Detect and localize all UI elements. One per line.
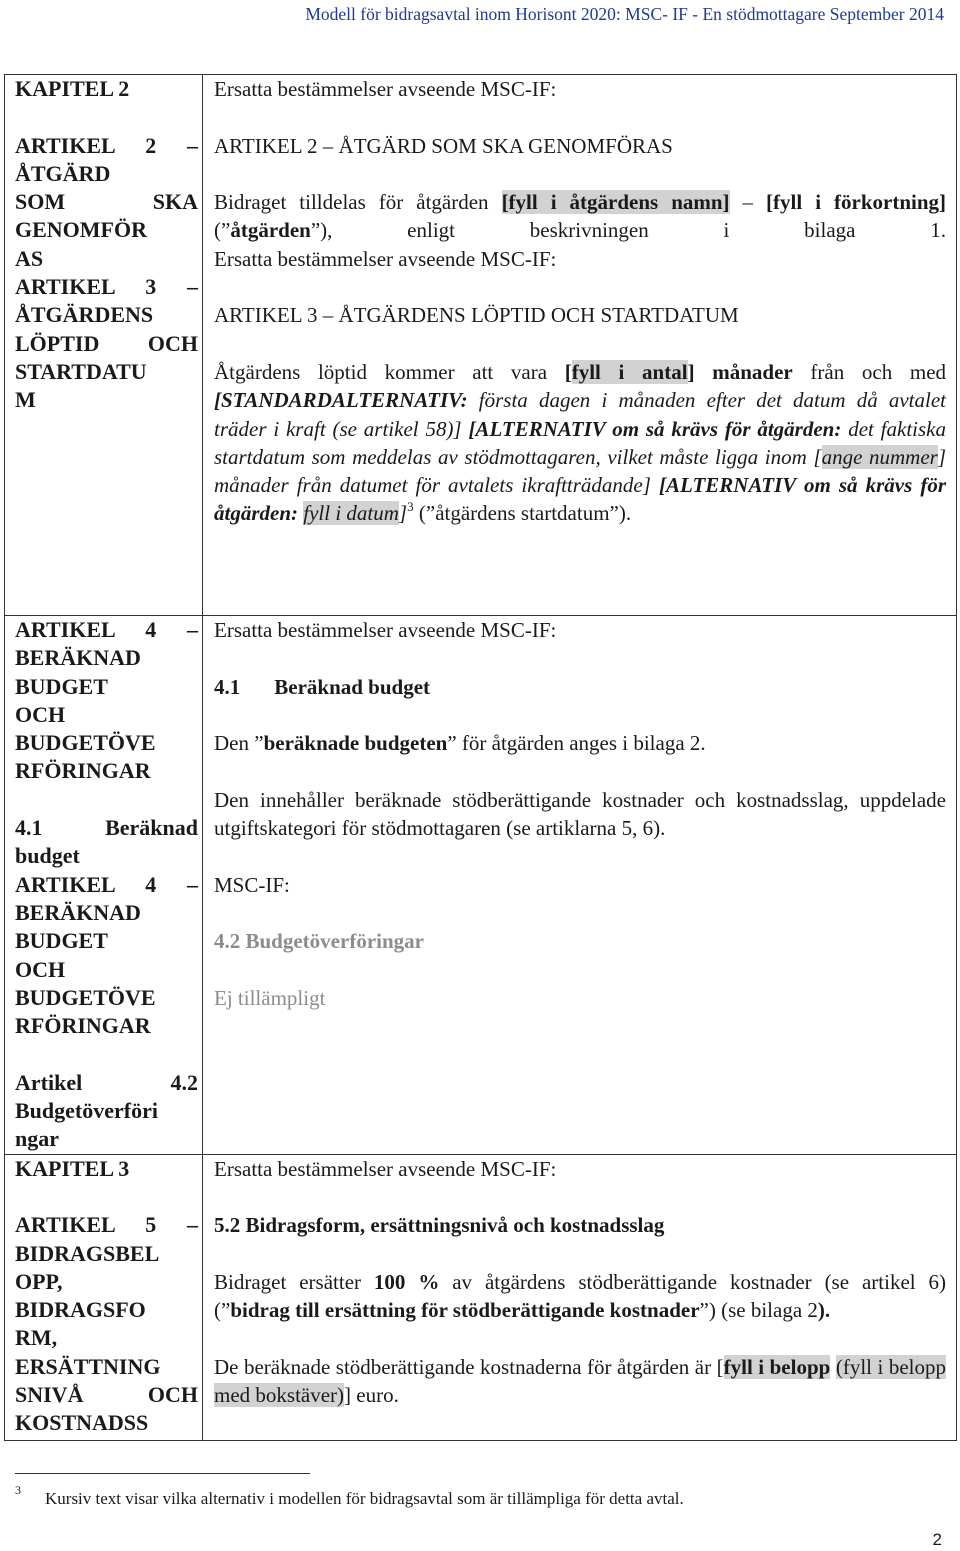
- article-paragraph: De beräknade stödberättigande kostnaderna för åtgärden är [fyll i belopp (fyll i belopp med bokstäver)] euro.: [214, 1354, 946, 1408]
- section-label: 4.1 Beräknad: [15, 815, 198, 841]
- section-label: LÖPTID OCH: [15, 330, 198, 356]
- replacement-intro: Ersatta bestämmelser avseende MSC-IF:: [214, 246, 557, 271]
- section-label: BUDGETÖVE: [15, 984, 156, 1010]
- right-column-cell: [203, 616, 957, 1155]
- table-row: [5, 616, 957, 1155]
- section-label: RFÖRINGAR: [15, 758, 151, 784]
- section-label: ÅTGÄRDENS: [15, 302, 154, 328]
- section-label: ÅTGÄRD: [15, 160, 111, 186]
- article-paragraph: Åtgärdens löptid kommer att vara [fyll i antal] månader från och med [STANDARDALTERNATIV: första dagen i månaden efter det datum då avtalet träder i kraft (se artikel 58)] [ALTERNATIV om så krävs för åtgärden: det faktiska startdatum som meddelas av stödmottagaren, vilket måste ligga inom [ange nummer] månader från datumet för avtalets ikraftträdande] [ALTERNATIV om så krävs för åtgärden: fyll i datum]$^3$ (”åtgärdens startdatum”).: [214, 359, 947, 526]
- section-label: BERÄKNAD: [15, 645, 141, 671]
- right-column-cell: [203, 75, 957, 616]
- section-label: BERÄKNAD: [15, 899, 141, 925]
- section-label: budget: [15, 843, 80, 869]
- section-label: STARTDATU: [15, 358, 147, 384]
- section-label: Budgetöverföri: [15, 1098, 158, 1124]
- article-heading: ARTIKEL 2 – ÅTGÄRD SOM SKA GENOMFÖRAS: [214, 133, 673, 158]
- section-label: RM,: [15, 1325, 58, 1351]
- table-row: [5, 75, 957, 616]
- section-label: Artikel 4.2: [15, 1069, 198, 1095]
- section-heading: 4.1 Beräknad budget: [214, 674, 431, 699]
- document-header: Modell för bidragsavtal inom Horisont 2020: MSC- IF - En stödmottagare September 2014: [305, 4, 944, 24]
- article-heading: ARTIKEL 3 – ÅTGÄRDENS LÖPTID OCH STARTDATUM: [214, 303, 739, 328]
- article-paragraph: Den ”beräknade budgeten” för åtgärden anges i bilaga 2.: [214, 731, 706, 756]
- replacement-intro: Ersatta bestämmelser avseende MSC-IF:: [214, 77, 557, 101]
- section-label: ARTIKEL 2 –: [15, 132, 198, 158]
- section-label: BUDGET: [15, 928, 108, 954]
- section-heading: 5.2 Bidragsform, ersättningsnivå och kostnadsslag: [214, 1213, 665, 1238]
- chapter-label: KAPITEL 2: [15, 76, 130, 101]
- section-label: KOSTNADSS: [15, 1410, 149, 1436]
- left-column-cell: [5, 616, 203, 1155]
- left-column-cell: [5, 75, 203, 616]
- footnote: [15, 1483, 684, 1509]
- section-label: ARTIKEL 4 –: [15, 617, 198, 642]
- provisions-table: [4, 74, 957, 1441]
- article-paragraph: Bidraget ersätter 100 % av åtgärdens stödberättigande kostnader (se artikel 6) (”bidrag till ersättning för stödberättigande kostnader”) (se bilaga 2).: [214, 1269, 946, 1323]
- section-heading: 4.2 Budgetöverföringar: [214, 929, 424, 954]
- footnote-separator: [15, 1473, 310, 1474]
- section-label: SOM SKA: [15, 189, 198, 215]
- section-label: M: [15, 387, 36, 413]
- section-label: AS: [15, 245, 44, 271]
- section-label: OCH: [15, 956, 66, 982]
- chapter-label: KAPITEL 3: [15, 1155, 130, 1181]
- section-label: BUDGET: [15, 673, 108, 699]
- article-paragraph: Den innehåller beräknade stödberättigande kostnader och kostnadsslag, uppdelade utgiftskategori för stödmottagaren (se artiklarna 5, 6).: [214, 787, 946, 841]
- section-label: RFÖRINGAR: [15, 1013, 151, 1039]
- section-label: BIDRAGSFO: [15, 1297, 146, 1323]
- table-row: [5, 1154, 957, 1440]
- section-label: ARTIKEL 4 –: [15, 871, 198, 897]
- footnote-text: Kursiv text visar vilka alternativ i modellen för bidragsavtal som är tillämpliga för detta avtal.: [45, 1489, 684, 1508]
- section-label: ngar: [15, 1126, 59, 1152]
- msc-label: MSC-IF:: [214, 872, 290, 897]
- left-column-cell: [5, 1154, 203, 1440]
- section-label: ARTIKEL 5 –: [15, 1212, 198, 1238]
- right-column-cell: [203, 1154, 957, 1440]
- article-paragraph: Bidraget tilldelas för åtgärden [fyll i åtgärdens namn] – [fyll i förkortning] (”åtgärden”), enligt beskrivningen i bilaga 1.: [214, 190, 947, 243]
- footnote-number: 3: [15, 1483, 21, 1497]
- replacement-intro: Ersatta bestämmelser avseende MSC-IF:: [214, 1156, 557, 1181]
- section-label: SNIVÅ OCH: [15, 1382, 198, 1408]
- section-label: ARTIKEL 3 –: [15, 274, 198, 300]
- section-label: OPP,: [15, 1268, 63, 1294]
- section-label: OCH: [15, 701, 66, 727]
- section-label: BUDGETÖVE: [15, 730, 156, 756]
- section-label: BIDRAGSBEL: [15, 1240, 160, 1266]
- replacement-intro: Ersatta bestämmelser avseende MSC-IF:: [214, 618, 557, 642]
- section-label: ERSÄTTNING: [15, 1353, 161, 1379]
- section-label: GENOMFÖR: [15, 217, 147, 243]
- not-applicable-text: Ej tillämpligt: [214, 985, 326, 1010]
- page-number: 2: [932, 1530, 942, 1549]
